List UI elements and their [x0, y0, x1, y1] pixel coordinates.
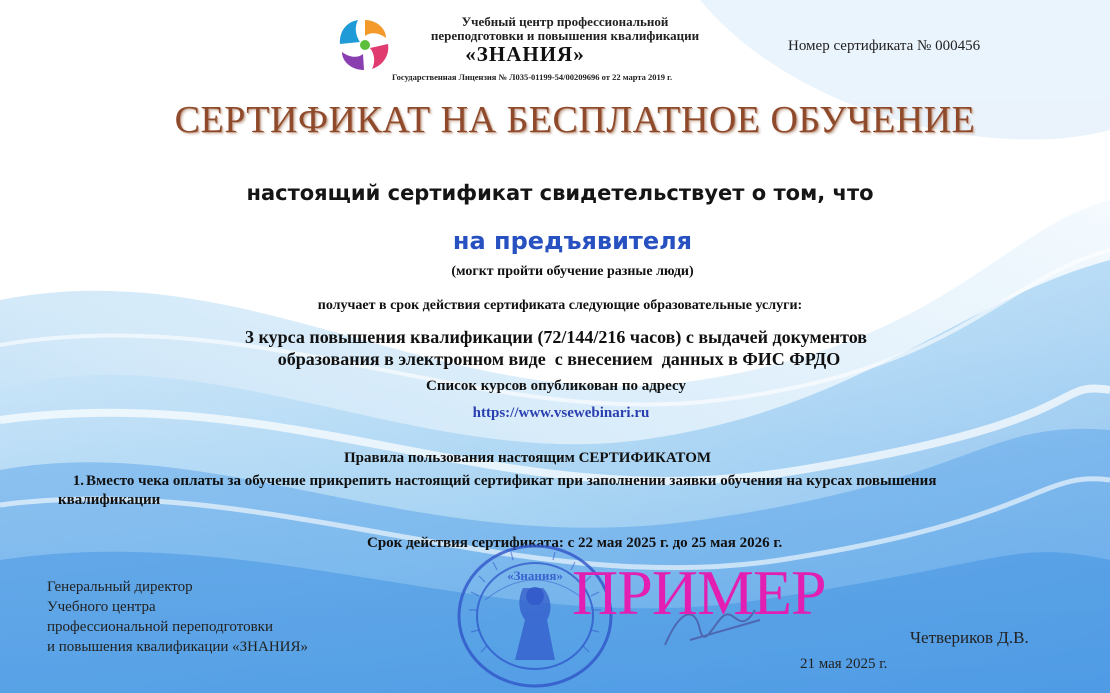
director-org-line: и повышения квалификации «ЗНАНИЯ» [47, 639, 308, 655]
services-line-1: 3 курса повышения квалификации (72/144/216 часов) с выдачей документов [244, 327, 867, 347]
certificate-number: Номер сертификата № 000456 [788, 38, 981, 54]
rules-title: Правила пользования настоящим СЕРТИФИКАТОМ [343, 450, 712, 466]
director-title: Генеральный директор [47, 579, 193, 595]
course-list-note: Список курсов опубликован по адресу [426, 378, 686, 394]
website-link[interactable]: https://www.vsewebinari.ru [472, 405, 650, 421]
validity-period: Срок действия сертификата: с 22 мая 2025 г. до 25 мая 2026 г. [367, 535, 783, 551]
intro-text: настоящий сертификат свидетельствует о том, что [246, 181, 874, 205]
org-line1: Учебный центр профессиональной [461, 14, 669, 29]
stamp-label: «Знания» [507, 568, 563, 583]
director-org-line: Учебного центра [47, 599, 156, 615]
receives-text: получает в срок действия сертификата следующие образовательные услуги: [317, 298, 803, 313]
certificate-title: СЕРТИФИКАТ НА БЕСПЛАТНОЕ ОБУЧЕНИЕ [174, 99, 976, 141]
rule-item [58, 472, 978, 510]
bearer-name: на предъявителя [452, 227, 693, 255]
sample-watermark: ПРИМЕР [572, 557, 826, 628]
services-line-2: образования в электронном виде с внесением данных в ФИС ФРДО [277, 349, 841, 369]
rule-text: Вместо чека оплаты за обучение прикрепить настоящий сертификат при заполнении заявки обучения на курсах повышения квалификации [58, 473, 937, 508]
issue-date: 21 мая 2025 г. [800, 656, 888, 672]
director-block [47, 577, 308, 657]
rule-number: 1. [72, 473, 84, 489]
org-line2: переподготовки и повышения квалификации [430, 28, 700, 43]
org-name: «ЗНАНИЯ» [465, 42, 585, 66]
bearer-note: (могкт пройти обучение разные люди) [451, 264, 694, 279]
logo-icon [334, 14, 396, 76]
signer-name: Четвериков Д.В. [910, 628, 1029, 647]
director-org-line: профессиональной переподготовки [47, 619, 273, 635]
license-text: Государственная Лицензия № Л035-01199-54/00209696 от 22 марта 2019 г. [392, 72, 673, 82]
